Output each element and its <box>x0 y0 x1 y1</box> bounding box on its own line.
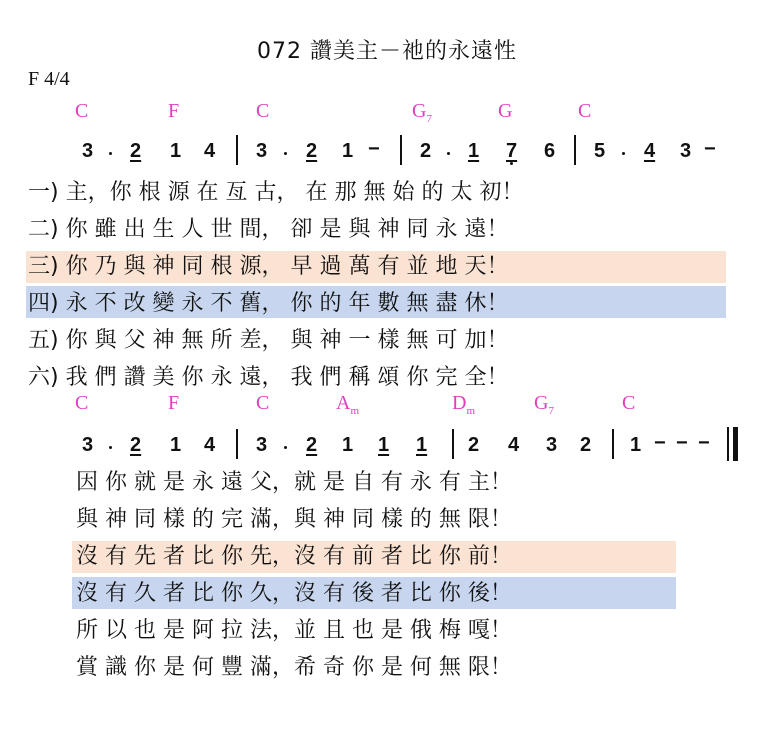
chord-label: $A_m$ <box>336 392 360 417</box>
song-title: 072 讚美主－祂的永遠性 <box>257 39 517 64</box>
chord-label: $G_7$ <box>412 100 432 125</box>
lyric-line: 二) 你 雖 出 生 人 世 間， 卻 是 與 神 同 永 遠！ <box>28 217 509 242</box>
chord-label: $G_7$ <box>534 392 554 417</box>
lyric-line: 沒 有 久 者 比 你 久，沒 有 後 者 比 你 後！ <box>76 581 512 606</box>
lyric-line: 一) 主，你 根 源 在 亙 古， 在 那 無 始 的 太 初！ <box>28 180 524 205</box>
lyric-line: 六) 我 們 讚 美 你 永 遠， 我 們 稱 頌 你 完 全！ <box>28 365 509 390</box>
lyric-line: 賞 識 你 是 何 豐 滿，希 奇 你 是 何 無 限！ <box>76 655 512 680</box>
chord-label: F <box>168 392 180 414</box>
chord-label: C <box>622 392 636 414</box>
chord-label: G <box>498 100 513 122</box>
lyric-line: 所 以 也 是 阿 拉 法，並 且 也 是 俄 梅 嘎！ <box>76 618 512 643</box>
lyric-line: 四) 永 不 改 變 永 不 舊， 你 的 年 數 無 盡 休！ <box>28 291 509 316</box>
lyric-line: 三) 你 乃 與 神 同 根 源， 早 過 萬 有 並 地 天！ <box>28 254 509 279</box>
lyric-line: 五) 你 與 父 神 無 所 差， 與 神 一 樣 無 可 加！ <box>28 328 509 353</box>
chord-label: C <box>256 392 270 414</box>
lyric-line: 因 你 就 是 永 遠 父，就 是 自 有 永 有 主！ <box>76 470 512 495</box>
lyric-line: 沒 有 先 者 比 你 先，沒 有 前 者 比 你 前！ <box>76 544 512 569</box>
chord-label: C <box>75 100 89 122</box>
chord-label: $D_m$ <box>452 392 476 417</box>
chord-label: C <box>256 100 270 122</box>
chord-label: C <box>578 100 592 122</box>
key-signature: F 4/4 <box>28 68 70 90</box>
lyric-line: 與 神 同 樣 的 完 滿，與 神 同 樣 的 無 限！ <box>76 507 512 532</box>
chord-label: F <box>168 100 180 122</box>
chord-label: C <box>75 392 89 414</box>
